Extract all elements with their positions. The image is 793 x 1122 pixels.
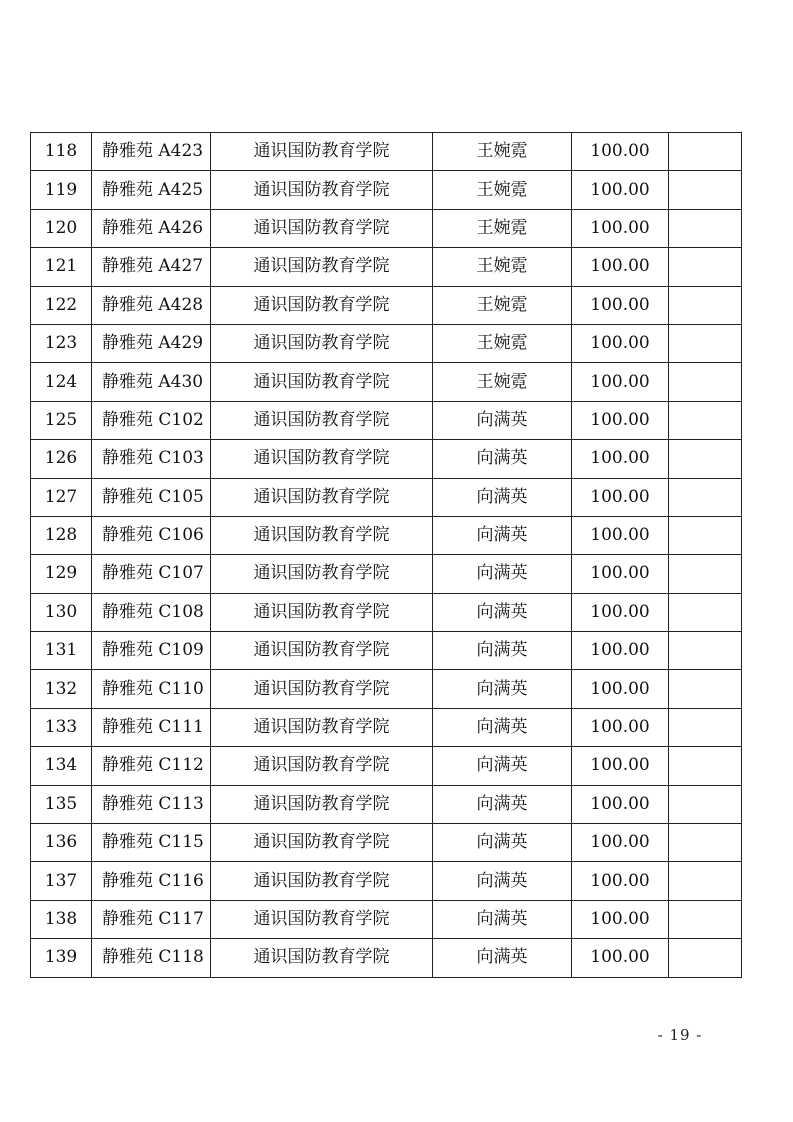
cell-college: 通识国防教育学院 xyxy=(211,593,433,631)
cell-index: 128 xyxy=(31,516,92,554)
cell-room: 静雅苑 A425 xyxy=(92,171,211,209)
cell-person: 向满英 xyxy=(433,939,572,977)
table-row xyxy=(31,133,742,171)
cell-score: 100.00 xyxy=(572,363,669,401)
cell-note xyxy=(669,670,742,708)
cell-college: 通识国防教育学院 xyxy=(211,632,433,670)
cell-note xyxy=(669,555,742,593)
cell-college: 通识国防教育学院 xyxy=(211,248,433,286)
cell-index: 120 xyxy=(31,209,92,247)
cell-person: 王婉霓 xyxy=(433,209,572,247)
cell-index: 137 xyxy=(31,862,92,900)
cell-index: 129 xyxy=(31,555,92,593)
cell-index: 123 xyxy=(31,324,92,362)
cell-score: 100.00 xyxy=(572,862,669,900)
cell-person: 向满英 xyxy=(433,900,572,938)
cell-index: 138 xyxy=(31,900,92,938)
table-row xyxy=(31,708,742,746)
cell-person: 王婉霓 xyxy=(433,248,572,286)
cell-room: 静雅苑 A427 xyxy=(92,248,211,286)
cell-person: 向满英 xyxy=(433,593,572,631)
cell-index: 136 xyxy=(31,824,92,862)
cell-college: 通识国防教育学院 xyxy=(211,478,433,516)
table-row xyxy=(31,747,742,785)
cell-college: 通识国防教育学院 xyxy=(211,516,433,554)
cell-room: 静雅苑 C102 xyxy=(92,401,211,439)
cell-score: 100.00 xyxy=(572,900,669,938)
cell-room: 静雅苑 C103 xyxy=(92,440,211,478)
cell-college: 通识国防教育学院 xyxy=(211,401,433,439)
table-row xyxy=(31,862,742,900)
cell-note xyxy=(669,440,742,478)
cell-person: 向满英 xyxy=(433,862,572,900)
cell-note xyxy=(669,939,742,977)
table-row xyxy=(31,401,742,439)
table-row xyxy=(31,171,742,209)
cell-college: 通识国防教育学院 xyxy=(211,824,433,862)
cell-score: 100.00 xyxy=(572,555,669,593)
cell-score: 100.00 xyxy=(572,171,669,209)
cell-room: 静雅苑 A428 xyxy=(92,286,211,324)
cell-index: 119 xyxy=(31,171,92,209)
table-row xyxy=(31,670,742,708)
cell-score: 100.00 xyxy=(572,747,669,785)
cell-college: 通识国防教育学院 xyxy=(211,286,433,324)
cell-college: 通识国防教育学院 xyxy=(211,440,433,478)
page-number: - 19 - xyxy=(657,1026,703,1044)
cell-note xyxy=(669,824,742,862)
cell-room: 静雅苑 C118 xyxy=(92,939,211,977)
cell-college: 通识国防教育学院 xyxy=(211,708,433,746)
cell-room: 静雅苑 C117 xyxy=(92,900,211,938)
cell-note xyxy=(669,632,742,670)
cell-college: 通识国防教育学院 xyxy=(211,363,433,401)
cell-note xyxy=(669,209,742,247)
table-row xyxy=(31,209,742,247)
cell-note xyxy=(669,862,742,900)
cell-note xyxy=(669,286,742,324)
cell-note xyxy=(669,401,742,439)
table-row xyxy=(31,363,742,401)
cell-note xyxy=(669,171,742,209)
dormitory-score-table xyxy=(30,132,742,978)
cell-score: 100.00 xyxy=(572,401,669,439)
table-row xyxy=(31,939,742,977)
cell-index: 122 xyxy=(31,286,92,324)
cell-index: 124 xyxy=(31,363,92,401)
cell-index: 118 xyxy=(31,133,92,171)
table-row xyxy=(31,516,742,554)
cell-index: 139 xyxy=(31,939,92,977)
cell-score: 100.00 xyxy=(572,248,669,286)
cell-college: 通识国防教育学院 xyxy=(211,939,433,977)
cell-room: 静雅苑 C106 xyxy=(92,516,211,554)
table-row xyxy=(31,785,742,823)
cell-note xyxy=(669,900,742,938)
cell-note xyxy=(669,248,742,286)
cell-index: 134 xyxy=(31,747,92,785)
cell-score: 100.00 xyxy=(572,516,669,554)
cell-person: 向满英 xyxy=(433,516,572,554)
cell-note xyxy=(669,363,742,401)
cell-index: 126 xyxy=(31,440,92,478)
cell-score: 100.00 xyxy=(572,286,669,324)
cell-person: 向满英 xyxy=(433,824,572,862)
cell-room: 静雅苑 A426 xyxy=(92,209,211,247)
cell-college: 通识国防教育学院 xyxy=(211,785,433,823)
cell-person: 向满英 xyxy=(433,440,572,478)
table-row xyxy=(31,632,742,670)
cell-score: 100.00 xyxy=(572,824,669,862)
cell-score: 100.00 xyxy=(572,670,669,708)
cell-room: 静雅苑 C107 xyxy=(92,555,211,593)
cell-person: 王婉霓 xyxy=(433,133,572,171)
cell-room: 静雅苑 C112 xyxy=(92,747,211,785)
cell-score: 100.00 xyxy=(572,708,669,746)
table-row xyxy=(31,593,742,631)
cell-index: 125 xyxy=(31,401,92,439)
cell-score: 100.00 xyxy=(572,324,669,362)
cell-college: 通识国防教育学院 xyxy=(211,555,433,593)
cell-college: 通识国防教育学院 xyxy=(211,900,433,938)
cell-index: 121 xyxy=(31,248,92,286)
table-row xyxy=(31,555,742,593)
cell-index: 131 xyxy=(31,632,92,670)
cell-college: 通识国防教育学院 xyxy=(211,862,433,900)
cell-college: 通识国防教育学院 xyxy=(211,133,433,171)
cell-room: 静雅苑 C105 xyxy=(92,478,211,516)
cell-room: 静雅苑 C111 xyxy=(92,708,211,746)
cell-person: 向满英 xyxy=(433,708,572,746)
cell-person: 向满英 xyxy=(433,747,572,785)
cell-room: 静雅苑 C116 xyxy=(92,862,211,900)
cell-room: 静雅苑 C108 xyxy=(92,593,211,631)
table-row xyxy=(31,324,742,362)
cell-person: 向满英 xyxy=(433,401,572,439)
cell-note xyxy=(669,747,742,785)
cell-person: 王婉霓 xyxy=(433,286,572,324)
cell-index: 127 xyxy=(31,478,92,516)
cell-score: 100.00 xyxy=(572,593,669,631)
cell-note xyxy=(669,133,742,171)
cell-person: 向满英 xyxy=(433,632,572,670)
cell-room: 静雅苑 C110 xyxy=(92,670,211,708)
table-row xyxy=(31,440,742,478)
cell-index: 133 xyxy=(31,708,92,746)
cell-person: 向满英 xyxy=(433,670,572,708)
cell-college: 通识国防教育学院 xyxy=(211,171,433,209)
cell-score: 100.00 xyxy=(572,440,669,478)
cell-note xyxy=(669,593,742,631)
cell-note xyxy=(669,708,742,746)
cell-score: 100.00 xyxy=(572,785,669,823)
table-row xyxy=(31,824,742,862)
cell-score: 100.00 xyxy=(572,939,669,977)
cell-index: 132 xyxy=(31,670,92,708)
cell-room: 静雅苑 C115 xyxy=(92,824,211,862)
cell-room: 静雅苑 C109 xyxy=(92,632,211,670)
cell-college: 通识国防教育学院 xyxy=(211,209,433,247)
cell-person: 向满英 xyxy=(433,555,572,593)
cell-index: 135 xyxy=(31,785,92,823)
cell-note xyxy=(669,785,742,823)
cell-room: 静雅苑 A430 xyxy=(92,363,211,401)
cell-note xyxy=(669,516,742,554)
cell-room: 静雅苑 A423 xyxy=(92,133,211,171)
table-row xyxy=(31,286,742,324)
cell-college: 通识国防教育学院 xyxy=(211,324,433,362)
cell-score: 100.00 xyxy=(572,133,669,171)
cell-note xyxy=(669,324,742,362)
cell-person: 向满英 xyxy=(433,785,572,823)
cell-person: 王婉霓 xyxy=(433,324,572,362)
cell-person: 王婉霓 xyxy=(433,171,572,209)
cell-score: 100.00 xyxy=(572,632,669,670)
cell-index: 130 xyxy=(31,593,92,631)
cell-person: 向满英 xyxy=(433,478,572,516)
cell-score: 100.00 xyxy=(572,478,669,516)
cell-room: 静雅苑 C113 xyxy=(92,785,211,823)
cell-person: 王婉霓 xyxy=(433,363,572,401)
table-row xyxy=(31,900,742,938)
table-row xyxy=(31,478,742,516)
cell-note xyxy=(669,478,742,516)
table-body xyxy=(31,133,742,978)
cell-score: 100.00 xyxy=(572,209,669,247)
cell-room: 静雅苑 A429 xyxy=(92,324,211,362)
cell-college: 通识国防教育学院 xyxy=(211,670,433,708)
cell-college: 通识国防教育学院 xyxy=(211,747,433,785)
table-row xyxy=(31,248,742,286)
